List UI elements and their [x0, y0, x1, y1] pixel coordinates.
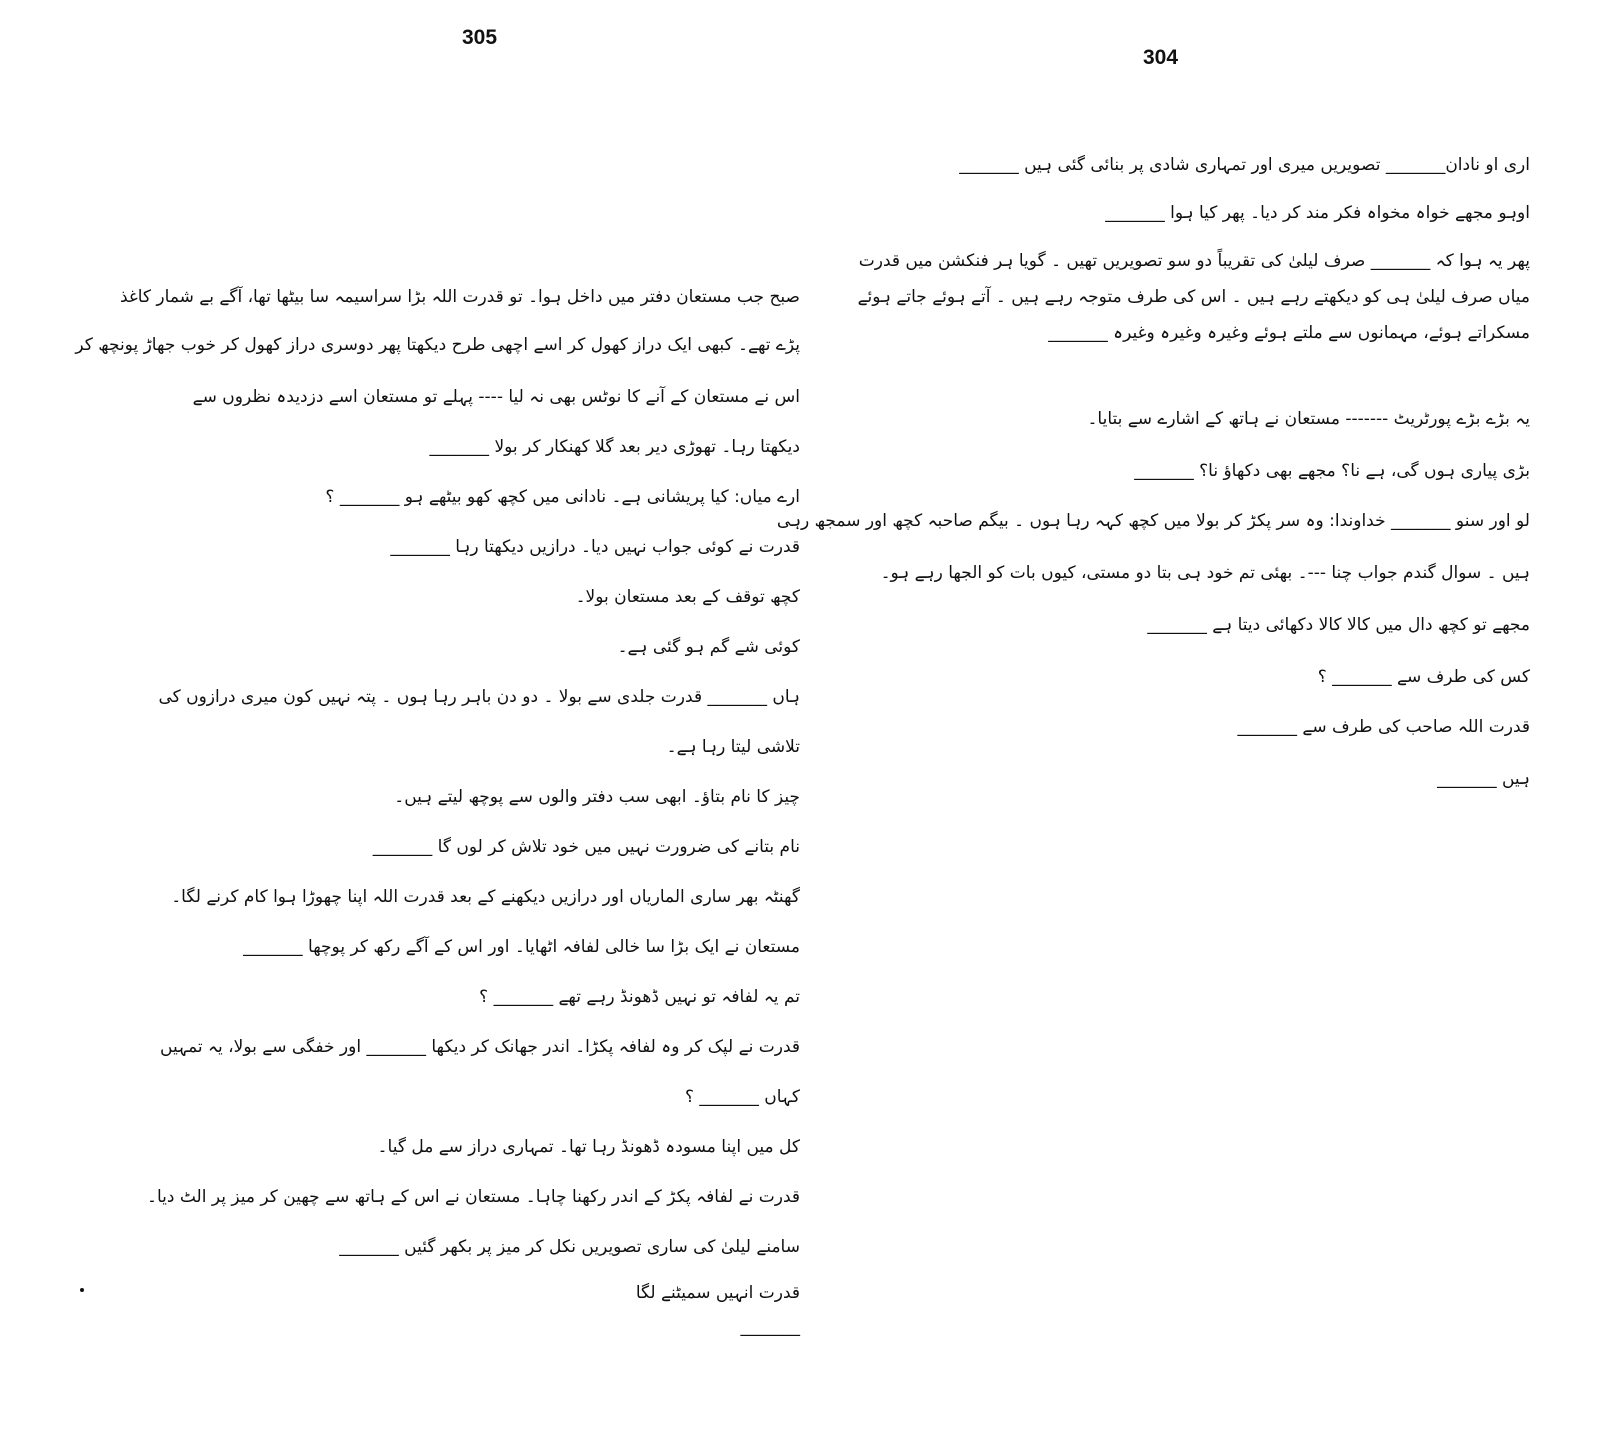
- text-line: صبح جب مستعان دفتر میں داخل ہوا۔ تو قدرت اللہ بڑا سراسیمہ سا بیٹھا تھا، آگے بے شمار کاغذ: [119, 287, 800, 307]
- page-number-left: 305: [462, 26, 498, 49]
- text-line: قدرت اللہ صاحب کی طرف سے _______: [1237, 717, 1530, 737]
- text-line: لو اور سنو _______ خداوندا: وہ سر پکڑ کر بولا میں کچھ کہہ رہا ہوں ۔ بیگم صاحبہ کچھ اور سمجھ رہی: [776, 511, 1530, 531]
- text-line: میاں صرف لیلیٰ ہی کو دیکھتے رہے ہیں ۔ اس کی طرف متوجہ رہے ہیں ۔ آتے ہوئے جاتے ہوئے: [857, 287, 1530, 307]
- text-line: اری او نادان_______ تصویریں میری اور تمہاری شادی پر بنائی گئی ہیں _______: [959, 155, 1530, 175]
- text-line: کس کی طرف سے _______ ؟: [1317, 667, 1530, 687]
- text-line: چیز کا نام بتاؤ۔ ابھی سب دفتر والوں سے پوچھ لیتے ہیں۔: [394, 787, 800, 807]
- text-line: نام بتانے کی ضرورت نہیں میں خود تلاش کر لوں گا _______: [372, 837, 800, 857]
- page-number-right: 304: [1143, 46, 1179, 69]
- text-line: قدرت نے لفافہ پکڑ کے اندر رکھنا چاہا۔ مستعان نے اس کے ہاتھ سے چھین کر میز پر الٹ دیا۔: [146, 1187, 800, 1207]
- scan-speck: [80, 1288, 84, 1292]
- text-line: مسکراتے ہوئے، مہمانوں سے ملتے ہوئے وغیرہ وغیرہ وغیرہ _______: [1048, 323, 1530, 343]
- text-line: تلاشی لیتا رہا ہے۔: [666, 737, 800, 757]
- text-line: دیکھتا رہا۔ تھوڑی دیر بعد گلا کھنکار کر بولا _______: [429, 437, 800, 457]
- text-line: پھر یہ ہوا کہ _______ صرف لیلیٰ کی تقریباً دو سو تصویریں تھیں ۔ گویا ہر فنکشن میں قدرت: [858, 251, 1530, 271]
- text-line: ارے میاں: کیا پریشانی ہے۔ نادانی میں کچھ کھو بیٹھے ہو _______ ؟: [325, 487, 800, 507]
- text-line: کل میں اپنا مسودہ ڈھونڈ رہا تھا۔ تمہاری دراز سے مل گیا۔: [377, 1137, 800, 1157]
- text-line: پڑے تھے۔ کبھی ایک دراز کھول کر اسے اچھی طرح دیکھتا پھر دوسری دراز کھول کر خوب جھاڑ پونچھ کر: [75, 335, 800, 355]
- text-line: بڑی پیاری ہوں گی، ہے نا؟ مجھے بھی دکھاؤ نا؟ _______: [1134, 461, 1530, 481]
- text-line: تم یہ لفافہ تو نہیں ڈھونڈ رہے تھے _______ ؟: [479, 987, 800, 1007]
- text-line: _______: [740, 1317, 800, 1337]
- text-line: گھنٹہ بھر ساری الماریاں اور درازیں دیکھنے کے بعد قدرت اللہ اپنا چھوڑا ہوا کام کرنے لگا۔: [171, 887, 800, 907]
- text-line: اوہو مجھے خواہ مخواہ فکر مند کر دیا۔ پھر کیا ہوا _______: [1105, 203, 1530, 223]
- text-line: سامنے لیلیٰ کی ساری تصویریں نکل کر میز پر بکھر گئیں _______: [339, 1237, 800, 1257]
- text-line: یہ بڑے بڑے پورٹریٹ ------- مستعان نے ہاتھ کے اشارے سے بتایا۔: [1087, 409, 1530, 429]
- text-line: ہاں _______ قدرت جلدی سے بولا ۔ دو دن باہر رہا ہوں ۔ پتہ نہیں کون میری درازوں کی: [158, 687, 800, 707]
- text-line: ہیں ۔ سوال گندم جواب چنا ---۔ بھئی تم خود ہی بتا دو مستی، کیوں بات کو الجھا رہے ہو۔: [880, 563, 1530, 583]
- text-line: قدرت انہیں سمیٹنے لگا: [635, 1283, 800, 1303]
- text-line: مجھے تو کچھ دال میں کالا کالا دکھائی دیتا ہے _______: [1147, 615, 1530, 635]
- text-line: قدرت نے لپک کر وہ لفافہ پکڑا۔ اندر جھانک کر دیکھا _______ اور خفگی سے بولا، یہ تمہیں: [160, 1037, 800, 1057]
- text-line: کہاں _______ ؟: [684, 1087, 800, 1107]
- text-line: کوئی شے گم ہو گئی ہے۔: [617, 637, 800, 657]
- text-line: قدرت نے کوئی جواب نہیں دیا۔ درازیں دیکھتا رہا _______: [390, 537, 800, 557]
- text-line: کچھ توقف کے بعد مستعان بولا۔: [575, 587, 800, 607]
- text-line: مستعان نے ایک بڑا سا خالی لفافہ اٹھایا۔ اور اس کے آگے رکھ کر پوچھا _______: [243, 937, 800, 957]
- text-line: اس نے مستعان کے آنے کا نوٹس بھی نہ لیا ---- پہلے تو مستعان اسے دزدیدہ نظروں سے: [192, 387, 800, 407]
- text-line: ہیں _______: [1437, 769, 1530, 789]
